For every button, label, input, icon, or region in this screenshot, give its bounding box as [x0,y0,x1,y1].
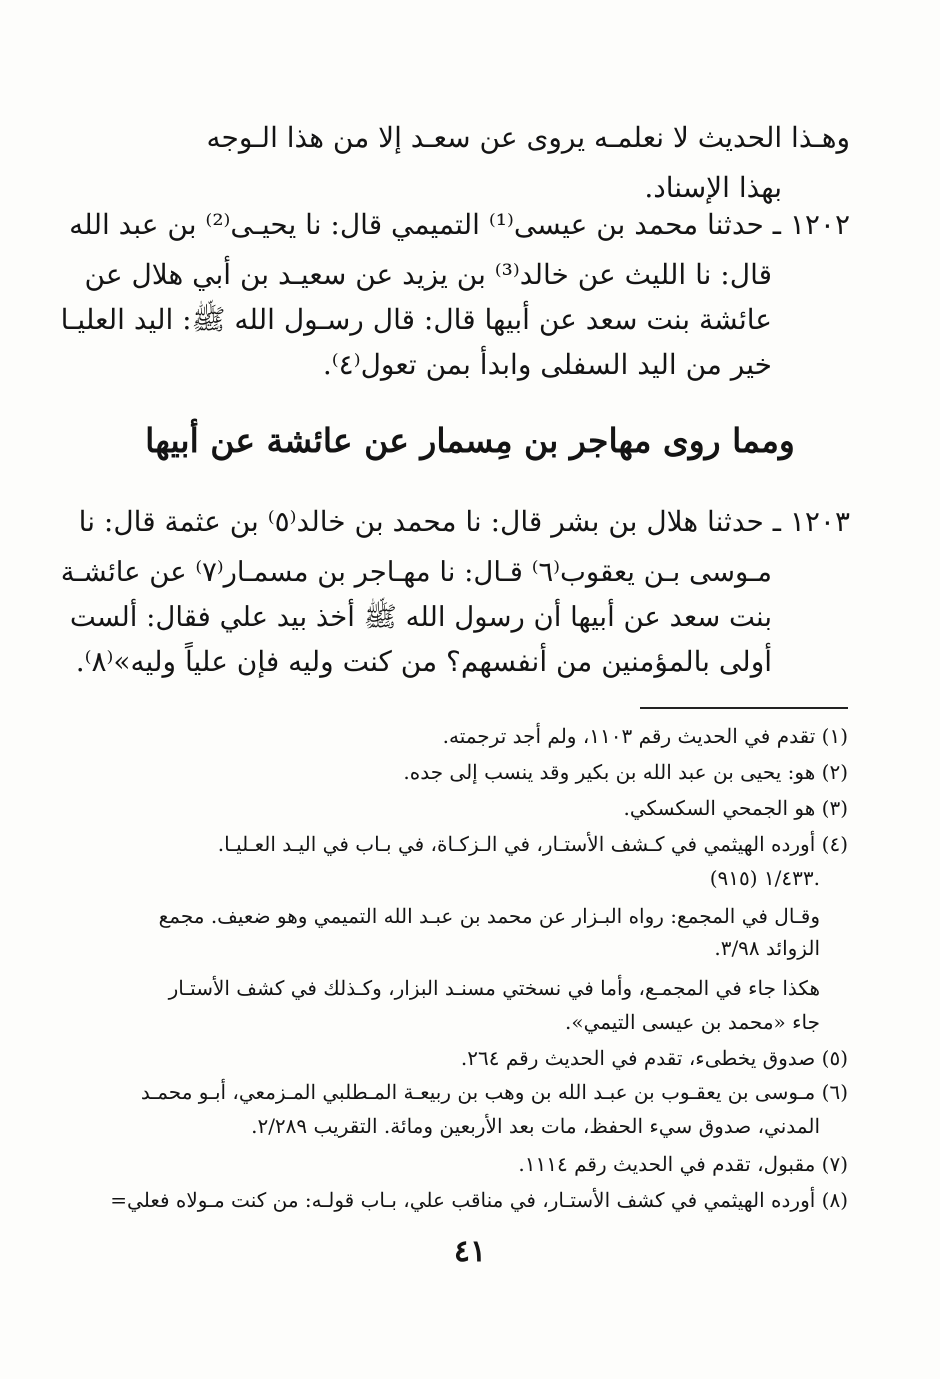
page-number: ٤١ [453,1234,487,1269]
hadith-1203-line-1: ١٢٠٣ ـ حدثنا هلال بن بشر قال: نا محمد بن خالد⁽٥⁾ بن عثمة قال: نا [78,505,850,538]
footnote-7: (٧) مقبول، تقدم في الحديث رقم ١١١٤. [518,1152,848,1176]
footnote-4-note-a-ref: الزوائد ٣/٩٨. [714,936,820,960]
hadith-1203-line-3: بنت سعد عن أبيها أن رسول الله ﷺ أخذ بيد علي فقال: ألست [69,601,772,633]
footnote-5: (٥) صدوق يخطىء، تقدم في الحديث رقم ٢٦٤. [460,1046,848,1070]
footnote-4-note-a: وقـال في المجمع: رواه البـزار عن محمد بن عبـد الله التميمي وهو ضعيف. مجمع [158,904,820,928]
intro-line-2: بهذا الإسناد. [644,171,782,204]
footnote-8: (٨) أورده الهيثمي في كشف الأستـار، في مناقب علي، بـاب قولـه: من كنت مـولاه فعلي= [110,1188,848,1212]
footnote-2: (٢) هو: يحيى بن عبد الله بن بكير وقد ينسب إلى جده. [403,760,848,784]
intro-line-1: وهـذا الحديث لا نعلمـه يروى عن سعـد إلا من هذا الـوجه [206,121,850,154]
footnote-4-ref: ١/٤٣٣ (٩١٥). [709,866,820,890]
footnote-6-cont: المدني، صدوق سيء الحفظ، مات بعد الأربعين ومائة. التقريب ٢/٢٨٩. [251,1114,820,1138]
footnote-1: (١) تقدم في الحديث رقم ١١٠٣، ولم أجد ترجمته. [442,724,848,748]
hadith-1202-line-4: خير من اليد السفلى وابدأ بمن تعول⁽٤⁾. [322,348,772,381]
footnote-4-note-b-cont: جاء «محمد بن عيسى التيمي». [564,1010,820,1034]
footnote-4: (٤) أورده الهيثمي في كـشف الأستـار، في الـزكـاة، في بـاب في اليـد العـليـا. [217,832,848,856]
hadith-1203-line-4: أولى بالمؤمنين من أنفسهم؟ من كنت وليه فإن علياً وليه»⁽٨⁾. [75,645,772,678]
footnote-4-note-b: هكذا جاء في المجمـع، وأما في نسختي مسنـد البزار، وكـذلك في كشف الأستـار [168,976,820,1000]
hadith-1202-line-3: عائشة بنت سعد عن أبيها قال: قال رسـول الله ﷺ: اليد العليـا [60,303,772,336]
section-heading: ومما روى مهاجر بن مِسمار عن عائشة عن أبيها [145,421,795,460]
footnote-6: (٦) مـوسى بن يعقـوب بن عبـد الله بن وهب بن ربيعـة المـطلبي المـزمعي، أبـو محمـد [140,1080,848,1104]
hadith-1203-line-2: مـوسى بـن يعقوب⁽٦⁾ قـال: نا مهـاجر بن مسمـار⁽٧⁾ عن عائشـة [60,556,772,588]
footnote-separator [640,707,848,709]
hadith-1202-line-1: ١٢٠٢ ـ حدثنا محمد بن عيسى⁽¹⁾ التميمي قال: نا يحيـى⁽²⁾ بن عبد الله [69,208,850,241]
hadith-1202-line-2: قال: نا الليث عن خالد⁽³⁾ بن يزيد عن سعيـد بن أبي هلال عن [84,258,772,291]
footnote-3: (٣) هو الجمحي السكسكي. [623,796,848,820]
